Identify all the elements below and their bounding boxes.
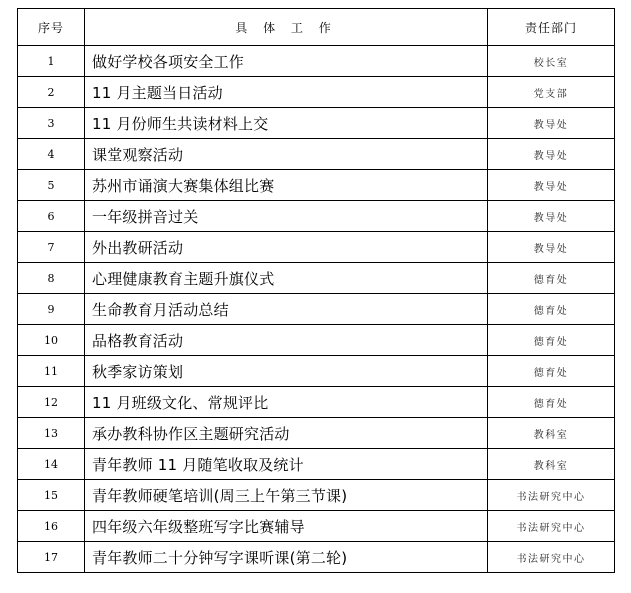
header-number: 序号 xyxy=(18,9,85,46)
row-task: 一年级拼音过关 xyxy=(85,201,488,232)
row-department: 教导处 xyxy=(488,170,615,201)
table-row xyxy=(18,542,615,573)
table-row xyxy=(18,387,615,418)
row-task: 外出教研活动 xyxy=(85,232,488,263)
row-number: 9 xyxy=(18,294,85,325)
table-row xyxy=(18,449,615,480)
row-number: 4 xyxy=(18,139,85,170)
row-number: 8 xyxy=(18,263,85,294)
row-department: 校长室 xyxy=(488,46,615,77)
row-department: 教导处 xyxy=(488,108,615,139)
row-task: 课堂观察活动 xyxy=(85,139,488,170)
row-number: 12 xyxy=(18,387,85,418)
table-row xyxy=(18,325,615,356)
row-number: 17 xyxy=(18,542,85,573)
row-number: 13 xyxy=(18,418,85,449)
row-department: 教科室 xyxy=(488,418,615,449)
row-department: 书法研究中心 xyxy=(488,480,615,511)
row-number: 11 xyxy=(18,356,85,387)
row-task: 做好学校各项安全工作 xyxy=(85,46,488,77)
row-task: 11 月班级文化、常规评比 xyxy=(85,387,488,418)
row-task: 四年级六年级整班写字比赛辅导 xyxy=(85,511,488,542)
row-department: 德育处 xyxy=(488,263,615,294)
header-task: 具 体 工 作 xyxy=(85,9,488,46)
table-row xyxy=(18,356,615,387)
row-task: 11 月份师生共读材料上交 xyxy=(85,108,488,139)
row-department: 党支部 xyxy=(488,77,615,108)
row-task: 苏州市诵演大赛集体组比赛 xyxy=(85,170,488,201)
row-number: 16 xyxy=(18,511,85,542)
row-task: 承办教科协作区主题研究活动 xyxy=(85,418,488,449)
table-header xyxy=(18,9,615,46)
row-department: 书法研究中心 xyxy=(488,511,615,542)
work-plan-table xyxy=(17,8,615,573)
row-department: 教导处 xyxy=(488,232,615,263)
table-row xyxy=(18,77,615,108)
table-row xyxy=(18,232,615,263)
table-row xyxy=(18,170,615,201)
row-task: 秋季家访策划 xyxy=(85,356,488,387)
table-row xyxy=(18,46,615,77)
row-number: 7 xyxy=(18,232,85,263)
row-number: 3 xyxy=(18,108,85,139)
row-number: 15 xyxy=(18,480,85,511)
table-row xyxy=(18,480,615,511)
row-task: 生命教育月活动总结 xyxy=(85,294,488,325)
row-department: 教科室 xyxy=(488,449,615,480)
table-row xyxy=(18,294,615,325)
row-department: 教导处 xyxy=(488,139,615,170)
header-row xyxy=(18,9,615,46)
table-row xyxy=(18,263,615,294)
row-task: 品格教育活动 xyxy=(85,325,488,356)
row-department: 德育处 xyxy=(488,325,615,356)
table-row xyxy=(18,201,615,232)
row-number: 14 xyxy=(18,449,85,480)
row-task: 青年教师 11 月随笔收取及统计 xyxy=(85,449,488,480)
row-number: 2 xyxy=(18,77,85,108)
row-task: 青年教师硬笔培训(周三上午第三节课) xyxy=(85,480,488,511)
table-row xyxy=(18,139,615,170)
row-department: 德育处 xyxy=(488,294,615,325)
table-row xyxy=(18,108,615,139)
row-department: 德育处 xyxy=(488,387,615,418)
row-department: 书法研究中心 xyxy=(488,542,615,573)
row-department: 德育处 xyxy=(488,356,615,387)
table-row xyxy=(18,418,615,449)
table-body xyxy=(18,46,615,573)
table-row xyxy=(18,511,615,542)
row-task: 心理健康教育主题升旗仪式 xyxy=(85,263,488,294)
header-department: 责任部门 xyxy=(488,9,615,46)
row-number: 5 xyxy=(18,170,85,201)
row-number: 6 xyxy=(18,201,85,232)
row-number: 10 xyxy=(18,325,85,356)
row-task: 青年教师二十分钟写字课听课(第二轮) xyxy=(85,542,488,573)
row-department: 教导处 xyxy=(488,201,615,232)
row-task: 11 月主题当日活动 xyxy=(85,77,488,108)
row-number: 1 xyxy=(18,46,85,77)
